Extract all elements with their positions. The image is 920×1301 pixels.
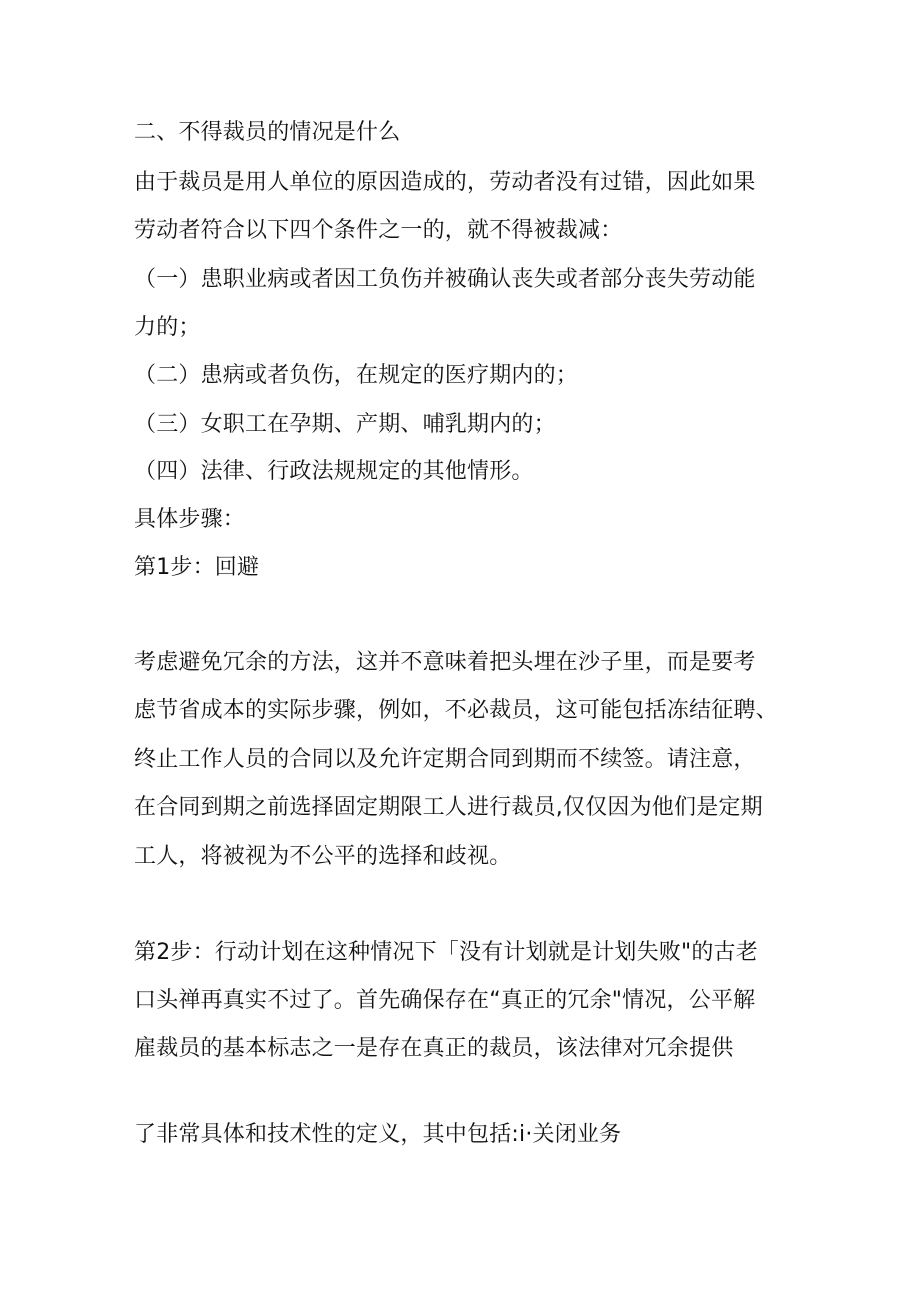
condition-1-line-2: 力的； [134,315,201,340]
condition-3: （三）女职工在孕期、产期、哺乳期内的； [134,412,556,437]
intro-paragraph-line-2: 劳动者符合以下四个条件之一的，就不得被裁减： [134,218,623,243]
step-1-paragraph-line-3: 终止工作人员的合同以及允许定期合同到期而不续签。请注意， [134,747,756,772]
intro-paragraph-line-1: 由于裁员是用人单位的原因造成的，劳动者没有过错，因此如果 [134,170,756,195]
step-1-paragraph-line-2: 虑节省成本的实际步骤，例如，不必裁员，这可能包括冻结征聘、 [134,698,778,723]
step-2-paragraph-line-2: 口头禅再真实不过了。首先确保存在“真正的冗余"情况，公平解 [134,988,756,1013]
step-2-paragraph-line-1: 第2步：行动计划在这种情况下「没有计划就是计划失败"的古老 [134,940,758,965]
steps-heading: 具体步骤： [134,507,246,532]
step-2-paragraph-line-4: 了非常具体和技术性的定义，其中包括:i·关闭业务 [134,1122,622,1147]
condition-1-line-1: （一）患职业病或者因工负伤并被确认丧失或者部分丧失劳动能 [134,267,756,292]
step-1-paragraph-line-1: 考虑避免冗余的方法，这并不意味着把头埋在沙子里，而是要考 [134,650,756,675]
condition-4: （四）法律、行政法规规定的其他情形。 [134,459,534,484]
section-title: 二、不得裁员的情况是什么 [134,120,401,145]
condition-2: （二）患病或者负伤，在规定的医疗期内的； [134,363,579,388]
step-2-paragraph-line-3: 雇裁员的基本标志之一是存在真正的裁员，该法律对冗余提供 [134,1036,734,1061]
step-1-heading: 第1步：回避 [134,555,260,580]
step-1-paragraph-line-4: 在合同到期之前选择固定期限工人进行裁员,仅仅因为他们是定期 [134,795,763,820]
step-1-paragraph-line-5: 工人，将被视为不公平的选择和歧视。 [134,844,512,869]
